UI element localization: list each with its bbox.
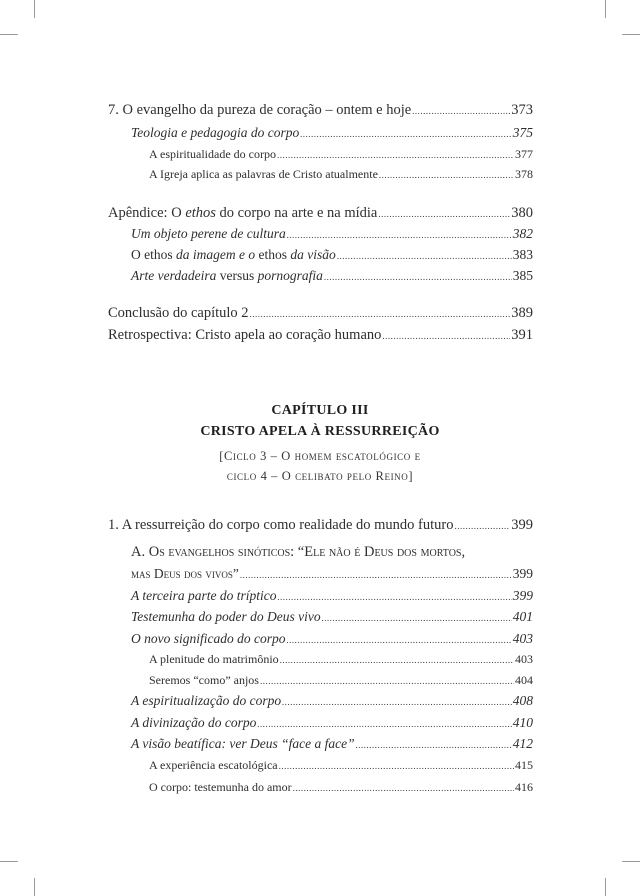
- chapter-subtitle-line-2: ciclo 4 – O celibato pelo Reino]: [226, 469, 414, 483]
- toc-entry-testemunha-poder[interactable]: [131, 609, 533, 625]
- toc-entry-section-1[interactable]: [108, 517, 533, 534]
- toc-entry-experiencia[interactable]: [149, 758, 533, 773]
- toc-page-number: 415: [515, 758, 533, 772]
- leader-dots: [300, 130, 512, 139]
- chapter-title: CRISTO APELA À RESSURREIÇÃO: [200, 424, 440, 439]
- toc-entry-divinizacao[interactable]: [131, 715, 533, 731]
- label-part-b: da imagem e o: [172, 247, 259, 262]
- toc-entry-section-7[interactable]: [108, 102, 533, 119]
- label-part-a: Arte verdadeira: [131, 268, 217, 283]
- toc-entry-plenitude[interactable]: [149, 652, 533, 667]
- label-part-a: O ethos: [131, 247, 173, 262]
- toc-entry-teologia[interactable]: [131, 125, 533, 141]
- toc-entry-terceira-parte[interactable]: [131, 588, 533, 604]
- toc-label: O novo significado do corpo: [131, 631, 286, 646]
- leader-dots: [277, 151, 514, 160]
- leader-dots: [324, 273, 512, 282]
- label-part-d: da visão: [286, 247, 336, 262]
- toc-label: A visão beatífica: ver Deus “face a face”: [131, 736, 355, 751]
- toc-page-number: 403: [512, 631, 533, 646]
- appendix-emphasis: ethos: [185, 205, 216, 221]
- leader-dots: [322, 614, 512, 623]
- leader-dots: [250, 310, 511, 319]
- toc-entry-espiritualizacao[interactable]: [131, 693, 533, 709]
- toc-page-number: 399: [511, 517, 533, 533]
- leader-dots: [378, 210, 510, 219]
- leader-dots: [287, 636, 512, 645]
- leader-dots: [455, 522, 511, 531]
- toc-page-number: 399: [512, 566, 533, 581]
- toc-label: Conclusão do capítulo 2: [108, 305, 249, 321]
- toc-label: A divinização do corpo: [131, 715, 257, 730]
- toc-entry-ethos-imagem[interactable]: [131, 247, 533, 263]
- toc-page-number: 410: [512, 715, 533, 730]
- toc-label: 7. O evangelho da pureza de coração – ontem e hoje: [108, 102, 412, 118]
- toc-label: O corpo: testemunha do amor: [149, 780, 292, 794]
- toc-label: 1. A ressurreição do corpo como realidade do mundo futuro: [108, 517, 454, 533]
- leader-dots: [282, 698, 512, 707]
- toc-label: A espiritualidade do corpo: [149, 147, 276, 161]
- toc-entry-visao-beatifica[interactable]: [131, 736, 533, 752]
- toc-label: A espiritualização do corpo: [131, 693, 282, 708]
- toc-entry-novo-significado[interactable]: [131, 631, 533, 647]
- leader-dots: [287, 231, 512, 240]
- toc-label: Teologia e pedagogia do corpo: [131, 125, 300, 140]
- appendix-prefix: Apêndice: O: [108, 205, 186, 221]
- toc-label: A Igreja aplica as palavras de Cristo atualmente: [149, 167, 378, 181]
- toc-page-number: 404: [515, 673, 533, 687]
- toc-page-number: 412: [512, 736, 533, 751]
- toc-page-number: 391: [511, 327, 533, 343]
- leader-dots: [379, 171, 514, 180]
- label-part-b: versus: [216, 268, 258, 283]
- toc-label: [108, 205, 377, 222]
- toc-label: [131, 268, 323, 284]
- leader-dots: [240, 571, 512, 580]
- toc-page-number: 408: [512, 693, 533, 708]
- toc-entry-objeto-perene[interactable]: [131, 226, 533, 242]
- toc-page-number: 399: [512, 588, 533, 603]
- label-part-c: pornografia: [257, 268, 323, 283]
- toc-page-number: 416: [515, 780, 533, 794]
- leader-dots: [356, 741, 512, 750]
- toc-entry-espiritualidade[interactable]: [149, 147, 533, 162]
- leader-dots: [280, 656, 514, 665]
- appendix-suffix: do corpo na arte e na mídia: [215, 205, 378, 221]
- leader-dots: [382, 332, 510, 341]
- toc-label: A terceira parte do tríptico: [131, 588, 277, 603]
- toc-label: Seremos “como” anjos: [149, 673, 259, 687]
- toc-entry-appendix[interactable]: [108, 205, 533, 222]
- toc-page-number: 385: [512, 268, 533, 283]
- toc-page-number: 383: [512, 247, 533, 262]
- leader-dots: [412, 107, 510, 116]
- toc-entry-arte-verdadeira[interactable]: [131, 268, 533, 284]
- toc-page-number: 378: [515, 167, 533, 181]
- leader-dots: [260, 677, 514, 686]
- toc-label: Retrospectiva: Cristo apela ao coração humano: [108, 327, 382, 343]
- leader-dots: [279, 762, 514, 771]
- toc-label: [131, 247, 336, 263]
- toc-page-number: 380: [511, 205, 533, 221]
- toc-page-number: 401: [512, 609, 533, 624]
- toc-label: A plenitude do matrimônio: [149, 652, 279, 666]
- toc-page-number: 389: [511, 305, 533, 321]
- toc-page-number: 373: [511, 102, 533, 118]
- chapter-subtitle-line-1: [Ciclo 3 – O homem escatológico e: [219, 449, 421, 463]
- toc-entry-testemunha-amor[interactable]: [149, 780, 533, 795]
- toc-label: mas Deus dos vivos”: [131, 566, 239, 581]
- toc-entry-conclusion[interactable]: [108, 305, 533, 322]
- leader-dots: [337, 252, 512, 261]
- leader-dots: [293, 784, 514, 793]
- toc-label: Um objeto perene de cultura: [131, 226, 286, 241]
- leader-dots: [277, 593, 511, 602]
- leader-dots: [257, 720, 511, 729]
- chapter-number: CAPÍTULO III: [271, 403, 369, 418]
- toc-page-number: 382: [512, 226, 533, 241]
- toc-page-number: 403: [515, 652, 533, 666]
- toc-label: A experiência escatológica: [149, 758, 278, 772]
- toc-entry-section-a[interactable]: [131, 566, 533, 582]
- toc-entry-section-a-line-1[interactable]: A. Os evangelhos sinóticos: “Ele não é Deus dos mortos,: [131, 544, 466, 560]
- toc-entry-anjos[interactable]: [149, 673, 533, 688]
- toc-label: Testemunha do poder do Deus vivo: [131, 609, 321, 624]
- toc-entry-retrospective[interactable]: [108, 327, 533, 344]
- toc-page-number: 377: [515, 147, 533, 161]
- toc-page-number: 375: [512, 125, 533, 140]
- toc-entry-igreja[interactable]: [149, 167, 533, 182]
- label-part-c: ethos: [258, 247, 287, 262]
